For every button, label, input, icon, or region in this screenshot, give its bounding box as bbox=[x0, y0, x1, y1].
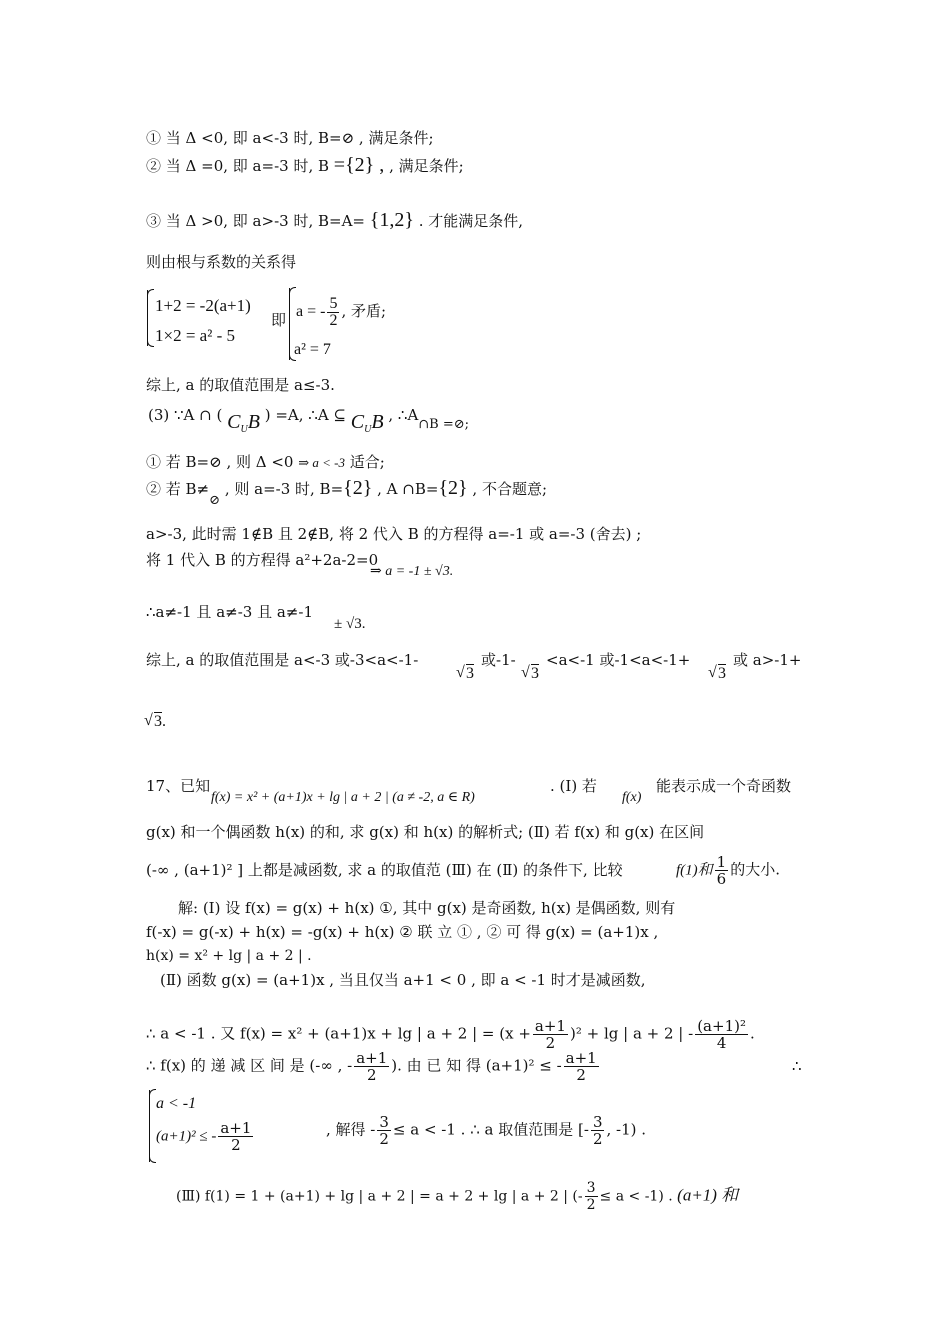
case-3-text: ③ 当 Δ >0, 即 a>-3 时, B=A= bbox=[146, 212, 365, 230]
solution-6: ∴ f(x) 的 递 减 区 间 是 (-∞ , - $\frac{a+1}{2}$ ). 由 已 知 得 (a+1)² ≤ - $\frac{a+1}{2}$ bbox=[146, 1049, 597, 1084]
problem-17-odd: 能表示成一个奇函数 bbox=[656, 777, 792, 795]
vieta-intro: 则由根与系数的关系得 bbox=[146, 253, 297, 271]
solution-4: (Ⅱ) 函数 g(x) = (a+1)x , 当且仅当 a+1 < 0 , 即 a < -1 时才是减函数, bbox=[160, 971, 646, 989]
problem-17-line3: (-∞ , (a+1)² ] 上都是减函数, 求 a 的取值范 (Ⅲ) 在 (Ⅱ) 的条件下, 比较 bbox=[146, 861, 623, 879]
sqrt3-d: √ 3. bbox=[146, 712, 166, 732]
part-3-line: (3) ∵A ∩ ( $C_UB$ ) =A, ∴A ⊆ $C_UB$ , ∴A∩B =⊘; bbox=[148, 406, 470, 435]
solution-2: f(-x) = g(-x) + h(x) = -g(x) + h(x) ② 联 立 ① , ② 可 得 g(x) = (a+1)x , bbox=[146, 923, 659, 941]
therefore-symbol: ∴ bbox=[792, 1057, 802, 1075]
problem-17-number: 17、已知 bbox=[146, 777, 211, 795]
substitute-one: 将 1 代入 B 的方程得 a²+2a-2=0 bbox=[146, 551, 379, 569]
conclusion-a: ∴a≠-1 且 a≠-3 且 a≠-1 bbox=[146, 603, 313, 621]
left-brace-1 bbox=[147, 290, 148, 346]
solution-1: 解: (Ⅰ) 设 f(x) = g(x) + h(x) ①, 其中 g(x) 是奇函数, h(x) 是偶函数, 则有 bbox=[178, 899, 676, 917]
solution-3: h(x) = x² + lg | a + 2 | . bbox=[146, 948, 312, 964]
final-range-d: 或 a>-1+ bbox=[733, 651, 802, 669]
complement-c: C bbox=[227, 411, 241, 433]
set-two: ={2} , bbox=[333, 154, 385, 176]
condition-2: (a+1)² ≤ - $\frac{a+1}{2}$ bbox=[156, 1119, 252, 1154]
problem-17-fx: f(x) bbox=[622, 790, 642, 805]
case-3-line bbox=[146, 210, 523, 231]
case-2-line bbox=[146, 155, 464, 176]
system-eq-1: 1+2 = -2(a+1) bbox=[155, 296, 251, 315]
case-2-tail: , 满足条件; bbox=[389, 157, 464, 175]
sqrt3-a: √ 3 bbox=[458, 664, 474, 684]
system-eq-2: 1×2 = a² - 5 bbox=[155, 326, 235, 345]
subcase-3: a>-3, 此时需 1∉B 且 2∉B, 将 2 代入 B 的方程得 a=-1 或 a=-3 (舍去) ; bbox=[146, 525, 642, 543]
final-range-c: <a<-1 或-1<a<-1+ bbox=[546, 651, 691, 669]
problem-17-compare: f(1)和 $\frac{1}{6}$ 的大小. bbox=[676, 853, 780, 888]
summary-1: 综上, a 的取值范围是 a≤-3. bbox=[146, 376, 335, 394]
set-one-two: {1,2} bbox=[369, 209, 414, 231]
ji-label: 即 bbox=[271, 311, 287, 329]
final-range: 综上, a 的取值范围是 a<-3 或-3<a<-1- bbox=[146, 651, 419, 669]
condition-1: a < -1 bbox=[156, 1095, 197, 1112]
final-range-b: 或-1- bbox=[481, 651, 516, 669]
left-brace-2 bbox=[289, 288, 290, 360]
sqrt3-b: √ 3 bbox=[523, 664, 539, 684]
case-1-line: ① 当 Δ <0, 即 a<-3 时, B=⊘ , 满足条件; bbox=[146, 129, 434, 147]
substitute-result: ⇒ a = -1 ± √3. bbox=[370, 564, 454, 579]
left-brace-3 bbox=[149, 1090, 150, 1162]
problem-17-function: f(x) = x² + (a+1)x + lg | a + 2 | (a ≠ -2, a ∈ R) bbox=[211, 790, 475, 805]
sqrt3-c: √ 3 bbox=[710, 664, 726, 684]
subcase-1: ① 若 B=⊘ , 则 Δ <0 ⇒ a < -3 适合; bbox=[146, 453, 385, 471]
system-result-1: a = - $\frac{5}{2}$ , 矛盾; bbox=[296, 295, 387, 329]
part-3-solution: (Ⅲ) f(1) = 1 + (a+1) + lg | a + 2 | = a + 2 + lg | a + 2 | (- $\frac{3}{2}$ ≤ a < -1) . (a+1) 和 bbox=[176, 1180, 739, 1213]
case-2-text: ② 当 Δ =0, 即 a=-3 时, B bbox=[146, 157, 330, 175]
solution-range: , 解得 - $\frac{3}{2}$ ≤ a < -1 . ∴ a 取值范围是 [- $\frac{3}{2}$ , -1) . bbox=[326, 1113, 647, 1148]
system-result-2: a² = 7 bbox=[294, 341, 331, 358]
problem-17-part1: . (Ⅰ) 若 bbox=[550, 777, 597, 795]
complement-c-2: C bbox=[350, 411, 365, 433]
conclusion-a-tail: ± √3. bbox=[334, 616, 366, 632]
solution-5: ∴ a < -1 . 又 f(x) = x² + (a+1)x + lg | a + 2 | = (x + $\frac{a+1}{2}$ )² + lg | a + 2 | - $\frac{\text{(a+1)²}}{4}$ . bbox=[146, 1017, 755, 1052]
subcase-2: ② 若 B≠⊘ , 则 a=-3 时, B={2} , A ∩B={2} , 不合题意; bbox=[146, 477, 548, 508]
problem-17-line2: g(x) 和一个偶函数 h(x) 的和, 求 g(x) 和 h(x) 的解析式; (Ⅱ) 若 f(x) 和 g(x) 在区间 bbox=[146, 823, 705, 841]
case-3-tail: . 才能满足条件, bbox=[418, 212, 524, 230]
